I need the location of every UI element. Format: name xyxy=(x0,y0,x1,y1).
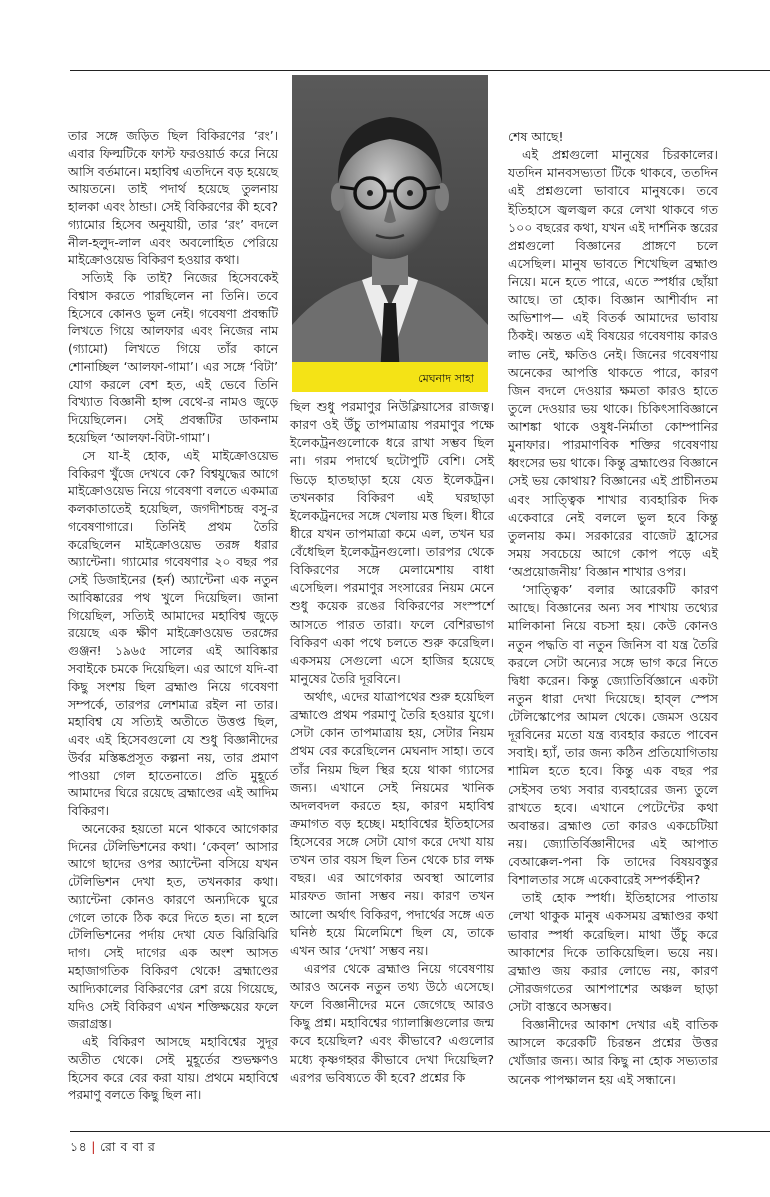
article-column-left xyxy=(68,128,278,1105)
footer-rule xyxy=(70,1131,770,1132)
article-column-right xyxy=(508,128,718,1089)
paragraph: তাই হোক স্পর্ধা। ইতিহাসের পাতায় লেখা থাকুক মানুষ একসময় ব্রহ্মাণ্ডর কথা ভাবার স্পর্ধা করেছিল। মাথা উঁচু করে আকাশের দিকে তাকিয়েছিল। ভয়ে নয়। ব্রহ্মাণ্ড জয় করার লোভে নয়, কারণ সৌরজগতের আশপাশের অঞ্চল ছাড়া সেটা বাস্তবে অসম্ভব। xyxy=(508,890,718,1014)
paragraph: এই প্রশ্নগুলো মানুষের চিরকালের। যতদিন মানবসভ্যতা টিকে থাকবে, ততদিন এই প্রশ্নগুলো ভাবাবে মানুষকে। তবে ইতিহাসে জ্বলজ্বল করে লেখা থাকবে গত ১০০ বছরের কথা, যখন এই দার্শনিক স্তরের প্রশ্নগুলো বিজ্ঞানের প্রাঙ্গণে চলে এসেছিল। মানুষ ভাবতে শিখেছিল ব্রহ্মাণ্ড নিয়ে। মনে হতে পারে, এতে স্পর্ধার ছোঁয়া আছে। তা হোক। বিজ্ঞান আশীর্বাদ না অভিশাপ— এই বিতর্ক আমাদের ভাবায় ঠিকই। অন্তত এই বিষয়ের গবেষণায় কারও লাভ নেই, ক্ষতিও নেই। জিনের গবেষণায় অনেকের আপত্তি থাকতে পারে, কারণ জিন বদলে দেওয়ার ক্ষমতা কারও হাতে তুলে দেওয়ার ভয় থাকে। চিকিৎসাবিজ্ঞানে আশঙ্কা থাকে ওষুধ-নির্মাতা কোম্পানির মুনাফার। পারমাণবিক শক্তির গবেষণায় ধ্বংসের ভয় থাকে। কিন্তু ব্রহ্মাণ্ডের বিজ্ঞানে সেই ভয় কোথায়? বিজ্ঞানের এই প্রাচীনতম এবং সাত্ত্বিক শাখার ব্যবহারিক দিক একেবারে নেই বললে ভুল হবে কিন্তু তুলনায় কম। সরকারের বাজেট হ্রাসের সময় সবচেয়ে আগে কোপ পড়ে এই ‘অপ্রয়োজনীয়’ বিজ্ঞান শাখার ওপর। xyxy=(508,147,718,579)
paragraph: অনেকের হয়তো মনে থাকবে আগেকার দিনের টেলিভিশনের কথা। ‘কেব্‌ল’ আসার আগে ছাদের ওপর অ্যান্টেনা বসিয়ে যখন টেলিভিশন দেখা হত, তখনকার কথা। অ্যান্টেনা কোনও কারণে অন্যদিকে ঘুরে গেলে তাকে ঠিক করে দিতে হত। না হলে টেলিভিশনের পর্দায় দেখা যেত ঝিরিঝিরি দাগ। সেই দাগের এক অংশ আসত মহাজাগতিক বিকিরণ থেকে! ব্রহ্মাণ্ডের আদ্যিকালের বিকিরণের রেশ রয়ে গিয়েছে, যদিও সেই বিকিরণ এখন শক্তিক্ষয়ের ফলে জরাগ্রস্ত। xyxy=(68,821,278,1032)
footer-separator: | xyxy=(91,1139,96,1154)
article-column-middle xyxy=(290,398,494,1087)
photo-caption: মেঘনাদ সাহা xyxy=(418,372,474,385)
paragraph: বিজ্ঞানীদের আকাশ দেখার এই বাতিক আসলে করেকটি চিরন্তন প্রশ্নের উত্তর খোঁজার জন্য। আর কিছু না হোক সভ্যতার অনেক পাপক্ষালন হয় এই সন্ধানে। xyxy=(508,1017,718,1087)
paragraph: সত্যিই কি তাই? নিজের হিসেবকেই বিশ্বাস করতে পারছিলেন না তিনি। তবে হিসেবে কোনও ভুল নেই। গবেষণা প্রবন্ধটি লিখতে গিয়ে আলফার এবং নিজের নাম (গ্যামো) লিখতে গিয়ে তাঁর কানে শোনাচ্ছিল ‘আলফা-গামা’। এর সঙ্গে ‘বিটা’ যোগ করলে বেশ হত, এই ভেবে তিনি বিখ্যাত বিজ্ঞানী হান্স বেথে-র নামও জুড়ে দিয়েছিলেন। সেই প্রবন্ধটির ডাকনাম হয়েছিল ‘আলফা-বিটা-গামা’। xyxy=(68,271,278,446)
paragraph: এই বিকিরণ আসছে মহাবিশ্বের সুদূর অতীত থেকে। সেই মুহূর্তের শুভক্ষণও হিসেব করে বের করা যায়। প্রথমে মহাবিশ্বে পরমাণু বলতে কিছু ছিল না। xyxy=(68,1035,278,1103)
photo-caption-bar xyxy=(292,362,488,392)
magazine-name: রো ব বা র xyxy=(99,1139,156,1154)
portrait-photo xyxy=(292,75,488,391)
paragraph: তার সঙ্গে জড়িত ছিল বিকিরণের ‘রং’। এবার ফিল্মটিকে ফাস্ট ফরওয়ার্ড করে নিয়ে আসি বর্তমানে। মহাবিশ্ব এতদিনে বড় হয়েছে আয়তনে। তাই পদার্থ হয়েছে তুলনায় হালকা এবং ঠান্ডা। সেই বিকিরণের কী হবে? গ্যামোর হিসেব অনুযায়ী, তার ‘রং’ বদলে নীল-হলুদ-লাল এবং অবলোহিত পেরিয়ে মাইক্রোওয়েভ বিকিরণ হওয়ার কথা। xyxy=(68,129,278,268)
top-rule xyxy=(70,70,770,71)
paragraph: এরপর থেকে ব্রহ্মাণ্ড নিয়ে গবেষণায় আরও অনেক নতুন তথ্য উঠে এসেছে। ফলে বিজ্ঞানীদের মনে জেগেছে আরও কিছু প্রশ্ন। মহাবিশ্বের গ্যালাক্সিগুলোর জন্ম কবে হয়েছিল? এবং কীভাবে? এগুলোর মধ্যে কৃষ্ণগহ্বর কীভাবে দেখা দিয়েছিল? এরপর ভবিষ্যতে কী হবে? প্রশ্নের কি xyxy=(290,960,494,1085)
paragraph: ছিল শুধু পরমাণুর নিউক্লিয়াসের রাজত্ব। কারণ ওই উঁচু তাপমাত্রায় পরমাণুর পক্ষে ইলেকট্রনগুলোকে ধরে রাখা সম্ভব ছিল না। গরম পদার্থে ছটোপুটি বেশি। সেই ভিড়ে হাতছাড়া হয়ে যেত ইলেকট্রন। তখনকার বিকিরণ এই ঘরছাড়া ইলেকট্রনদের সঙ্গে খেলায় মত্ত ছিল। ধীরে ধীরে যখন তাপমাত্রা কমে এল, তখন ঘর বেঁধেছিল ইলেকট্রনগুলো। তারপর থেকে বিকিরণের সঙ্গে মেলামেশায় বাধা এসেছিল। পরমাণুর সংসারের নিয়ম মেনে শুধু কয়েক রঙের বিকিরণের সংস্পর্শে আসতে পারত তারা। ফলে বেশিরভাগ বিকিরণ একা পথে চলতে শুরু করেছিল। একসময় সেগুলো এসে হাজির হয়েছে মানুষের তৈরি দূরবিনে। xyxy=(290,399,494,686)
page-footer xyxy=(70,1139,155,1159)
paragraph: শেষ আছে! xyxy=(508,129,564,144)
page-number: ১৪ xyxy=(70,1139,88,1154)
paragraph: ‘সাত্ত্বিক’ বলার আরেকটি কারণ আছে। বিজ্ঞানের অন্য সব শাখায় তথ্যের মালিকানা নিয়ে বচসা হয়। কেউ কোনও নতুন পদ্ধতি বা নতুন জিনিস বা যন্ত্র তৈরি করলে সেটা অন্যের সঙ্গে ভাগ করে নিতে দ্বিধা করেন। কিন্তু জ্যোতির্বিজ্ঞানে একটা নতুন ধারা দেখা দিয়েছে। হাব্‌ল স্পেস টেলিস্কোপের আমল থেকে। জেমস ওয়েব দূরবিনের মতো যন্ত্র ব্যবহার করতে পাবেন সবাই। হ্যাঁ, তার জন্য কঠিন প্রতিযোগিতায় শামিল হতে হবে। কিন্তু এক বছর পর সেইসব তথ্য সবার ব্যবহারের জন্য তুলে রাখতে হবে। এখানে পেটেন্টের কথা অবান্তর। ব্রহ্মাণ্ড তো কারও একচেটিয়া নয়। জ্যোতির্বিজ্ঞানীদের এই আপাত বেআক্কেল-পনা কি তাদের বিষয়বস্তুর বিশালতার সঙ্গে একেবারেই সম্পর্কহীন? xyxy=(508,582,718,888)
paragraph: অর্থাৎ, এদের যাত্রাপথের শুরু হয়েছিল ব্রহ্মাণ্ডে প্রথম পরমাণু তৈরি হওয়ার যুগে। সেটা কোন তাপমাত্রায় হয়, সেটার নিয়ম প্রথম বের করেছিলেন মেঘনাদ সাহা। তবে তাঁর নিয়ম ছিল স্থির হয়ে থাকা গ্যাসের জন্য। এখানে সেই নিয়মের খানিক অদলবদল করতে হয়, কারণ মহাবিশ্ব ক্রমাগত বড় হচ্ছে। মহাবিশ্বের ইতিহাসের হিসেবের সঙ্গে সেটা যোগ করে দেখা যায় তখন তার বয়স ছিল তিন থেকে চার লক্ষ বছর। এর আগেকার অবস্থা আলোর মারফত জানা সম্ভব নয়। কারণ তখন আলো অর্থাৎ বিকিরণ, পদার্থের সঙ্গে এত ঘনিষ্ঠ হয়ে মিলেমিশে ছিল যে, তাকে এখন আর ‘দেখা’ সম্ভব নয়। xyxy=(290,689,494,958)
paragraph: সে যা-ই হোক, এই মাইক্রোওয়েভ বিকিরণ খুঁজে দেখবে কে? বিশ্বযুদ্ধের আগে মাইক্রোওয়েভ নিয়ে গবেষণা বলতে একমাত্র কলকাতাতেই হয়েছিল, জগদীশচন্দ্র বসু-র গবেষণাগারে। তিনিই প্রথম তৈরি করেছিলেন মাইক্রোওয়েভ তরঙ্গ ধরার অ্যান্টেনা। গ্যামোর গবেষণার ২০ বছর পর সেই ডিজাইনের (হর্ন) অ্যান্টেনা এক নতুন আবিষ্কারের পথ খুলে দিয়েছিল। জানা গিয়েছিল, সত্যিই আমাদের মহাবিশ্ব জুড়ে রয়েছে এক ক্ষীণ মাইক্রোওয়েভ তরঙ্গের গুঞ্জন! ১৯৬৫ সালের এই আবিষ্কার সবাইকে চমকে দিয়েছিল। এর আগে যদি-বা কিছু সংশয় ছিল ব্রহ্মাণ্ড নিয়ে গবেষণা সম্পর্কে, তারপর লেশমাত্র রইল না তার। মহাবিশ্ব যে সত্যিই অতীতে উত্তপ্ত ছিল, এবং এই হিসেবগুলো যে শুধু বিজ্ঞানীদের উর্বর মস্তিষ্কপ্রসূত কল্পনা নয়, তার প্রমাণ পাওয়া গেল হাতেনাতে। প্রতি মুহূর্তে আমাদের ঘিরে রয়েছে ব্রহ্মাণ্ডের এই আদিম বিকিরণ। xyxy=(68,448,278,819)
